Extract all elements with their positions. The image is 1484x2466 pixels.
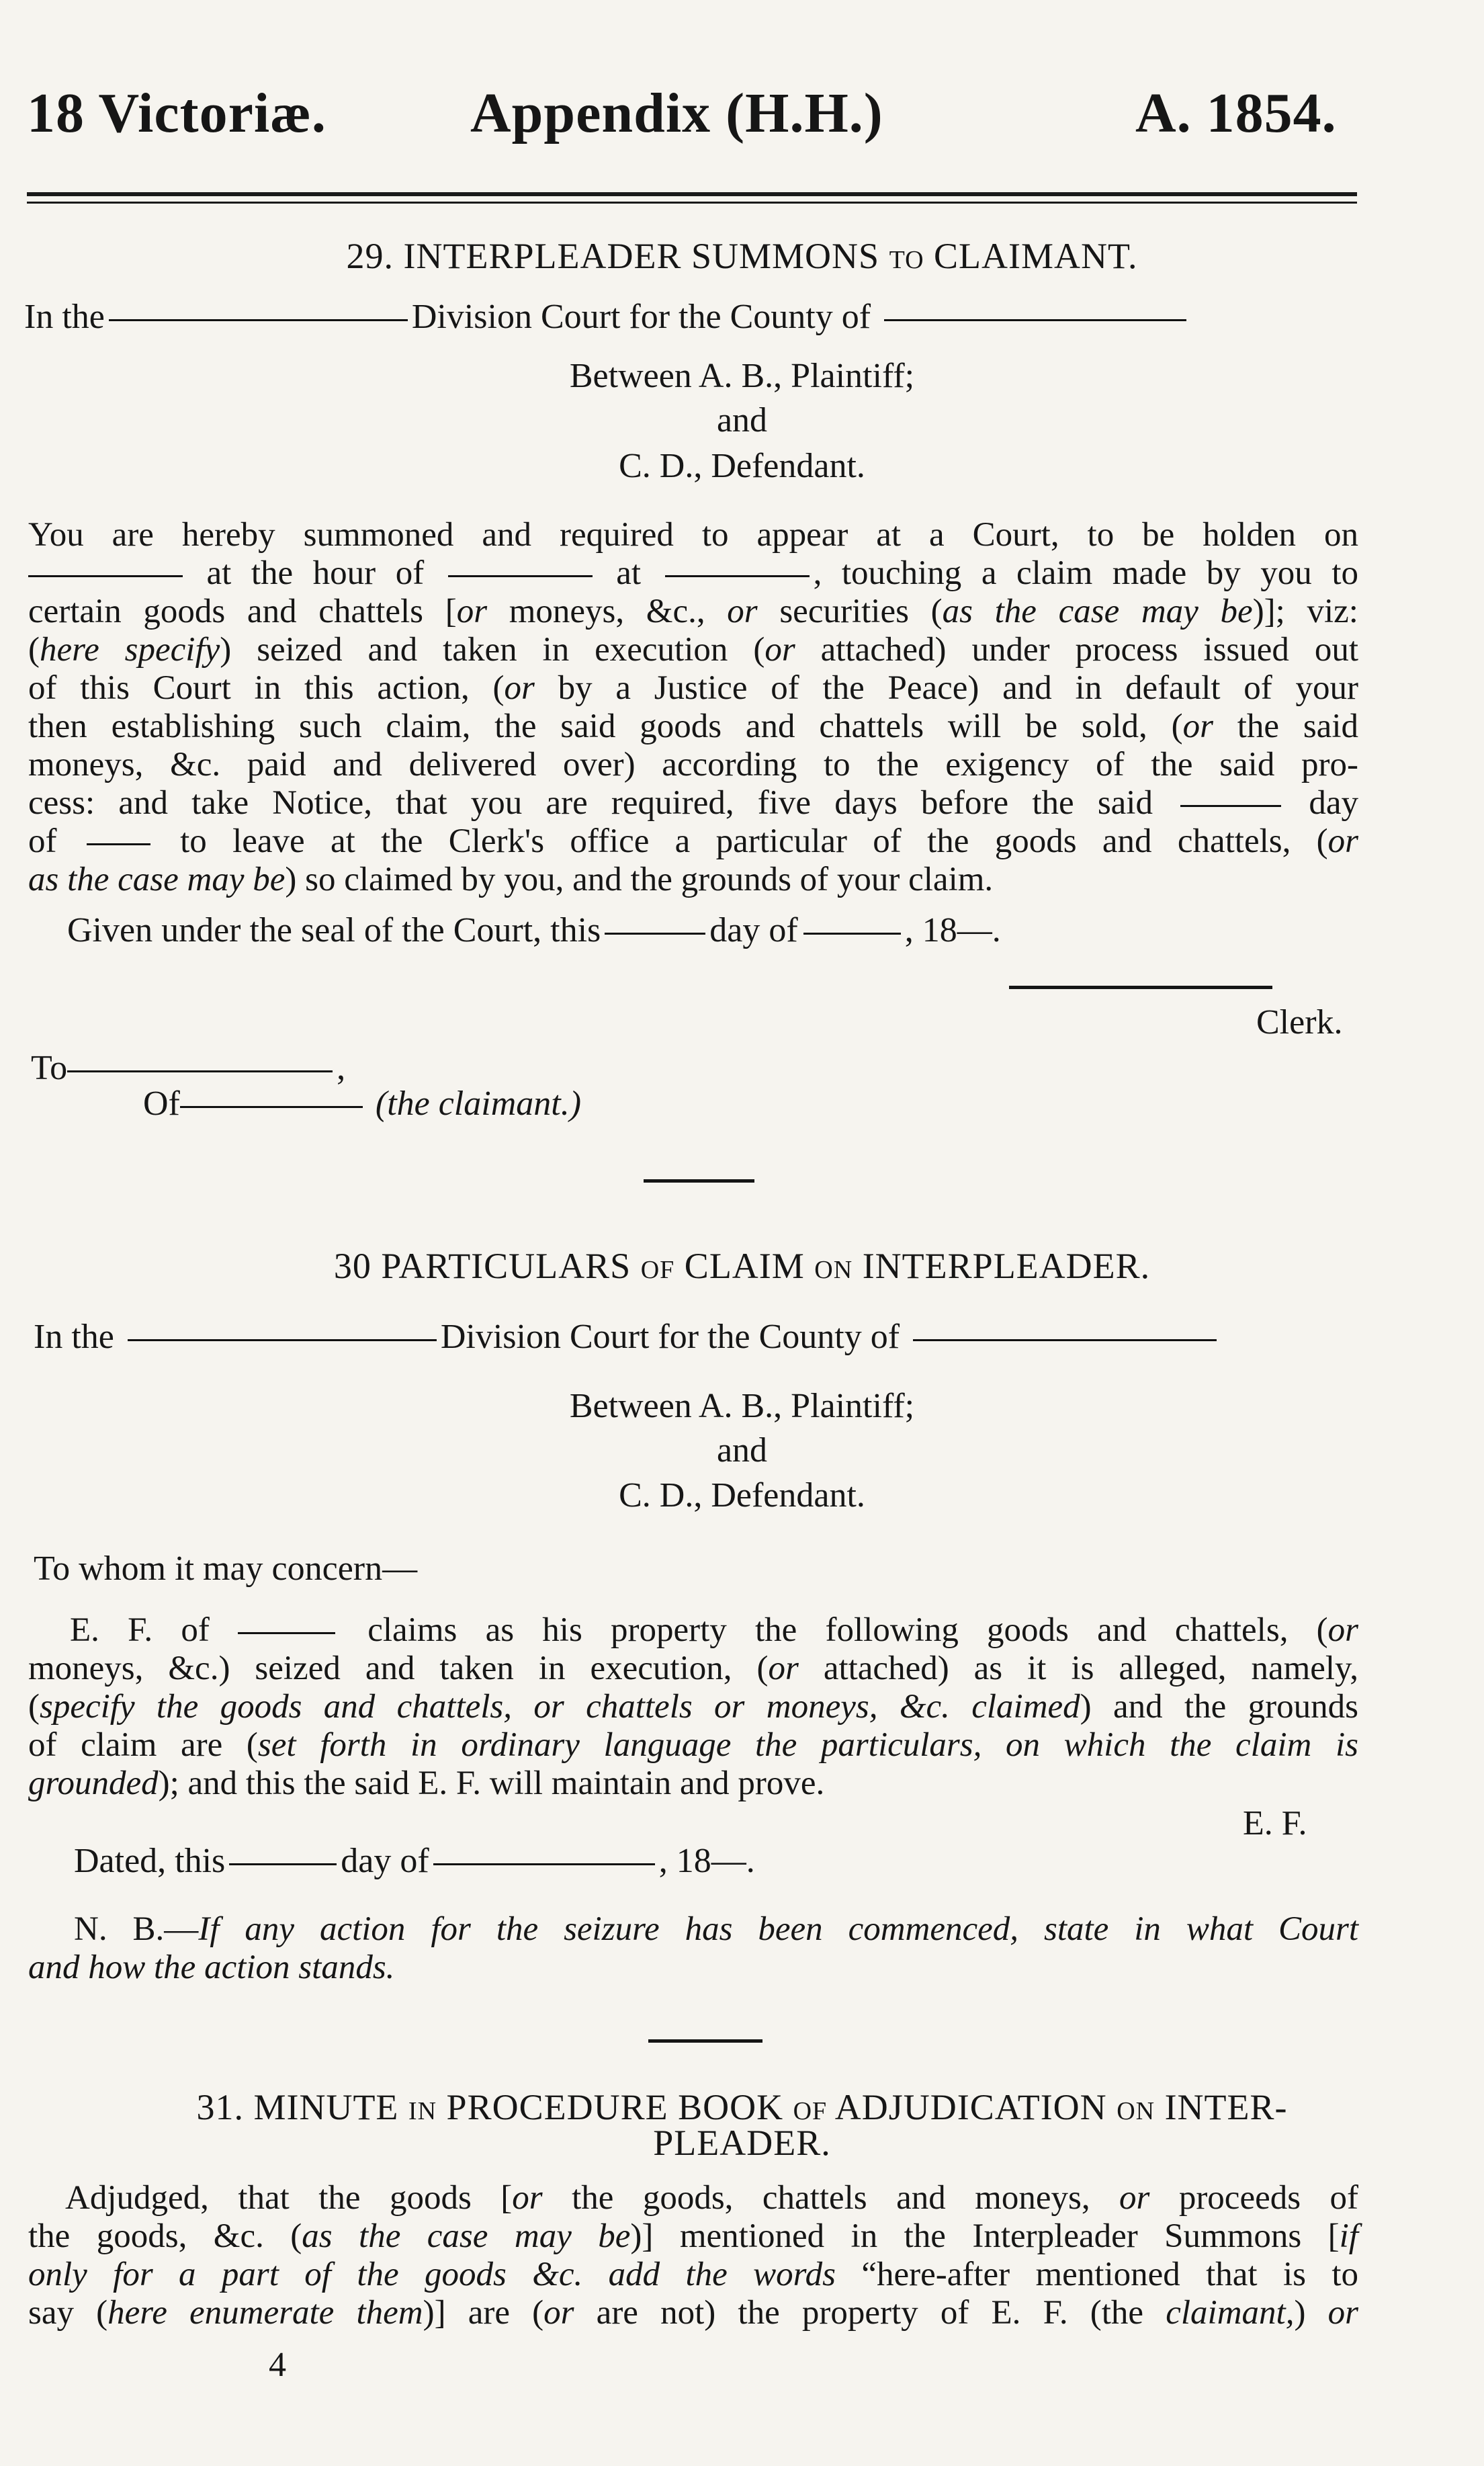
body-line: say (here enumerate them)] are (or are not) the property of E. F. (the claimant,) or bbox=[28, 2294, 1358, 2332]
ef-signature: E. F. bbox=[1243, 1804, 1307, 1842]
to-line: To , bbox=[31, 1049, 346, 1087]
section30-title: 30 PARTICULARS OF CLAIM ON INTERPLEADER. bbox=[333, 1246, 1151, 1286]
body-line: then establishing such claim, the said goods and chattels will be sold, (or the said bbox=[28, 708, 1358, 745]
body-line: of claim are (set forth in ordinary language the particulars, on which the claim is bbox=[28, 1726, 1358, 1764]
header-center: Appendix (H.H.) bbox=[470, 82, 883, 144]
county-blank bbox=[884, 319, 1186, 321]
in-the-label: In the bbox=[24, 298, 105, 336]
body-line: certain goods and chattels [or moneys, &c., or securities (as the case may be)]; viz: bbox=[28, 593, 1358, 630]
header-left: 18 Victoriæ. bbox=[27, 82, 326, 144]
body-line: only for a part of the goods &c. add the words “here-after mentioned that is to bbox=[28, 2256, 1359, 2293]
section29-title bbox=[0, 235, 1484, 277]
section-divider bbox=[648, 2039, 762, 2043]
day-blank bbox=[229, 1863, 337, 1865]
body-line: cess: and take Notice, that you are required, five days before the said day bbox=[28, 784, 1358, 822]
blank-field bbox=[238, 1632, 335, 1634]
nota-bene bbox=[28, 1910, 1358, 1987]
section30-defendant: C. D., Defendant. bbox=[619, 1476, 865, 1515]
of-blank bbox=[180, 1106, 363, 1108]
section29-number: 29. bbox=[346, 236, 394, 276]
section30-court-line: In the Division Court for the County of bbox=[34, 1317, 1221, 1357]
day-blank bbox=[605, 933, 705, 935]
blank-field bbox=[1180, 805, 1281, 807]
header-rule-thin bbox=[27, 202, 1357, 204]
section30-between: Between A. B., Plaintiff; bbox=[569, 1387, 915, 1425]
section29-defendant: C. D., Defendant. bbox=[619, 447, 865, 485]
section30-and: and bbox=[716, 1431, 768, 1470]
to-blank bbox=[67, 1070, 333, 1072]
court-name-blank bbox=[128, 1339, 437, 1341]
nb-line: and how the action stands. bbox=[28, 1949, 395, 1986]
section29-title-b: CLAIMANT. bbox=[934, 236, 1138, 276]
section31-body bbox=[28, 2179, 1358, 2332]
clerk-label: Clerk. bbox=[1256, 1003, 1343, 1041]
blank-field bbox=[665, 575, 810, 577]
header-rule-thick bbox=[27, 192, 1357, 196]
blank-field bbox=[448, 575, 593, 577]
section29-between: Between A. B., Plaintiff; bbox=[569, 357, 915, 395]
section-divider bbox=[644, 1179, 754, 1183]
court-name-blank bbox=[109, 319, 408, 321]
section29-and: and bbox=[716, 401, 768, 439]
section29-court-line bbox=[24, 297, 1190, 337]
body-line: of this Court in this action, (or by a Justice of the Peace) and in default of your bbox=[28, 669, 1358, 707]
section30-dated-line: Dated, this day of , 18—. bbox=[74, 1842, 755, 1880]
nb-line: N. B.—If any action for the seizure has been commenced, state in what Court bbox=[74, 1910, 1358, 1948]
body-line: Adjudged, that the goods [or the goods, chattels and moneys, or proceeds of bbox=[65, 2179, 1358, 2217]
body-line: moneys, &c. paid and delivered over) according to the exigency of the said pro- bbox=[28, 746, 1358, 783]
blank-field bbox=[87, 843, 150, 845]
clerk-signature-line bbox=[1009, 986, 1272, 989]
body-line: E. F. of claims as his property the following goods and chattels, (or bbox=[70, 1611, 1358, 1649]
body-line: as the case may be) so claimed by you, and the grounds of your claim. bbox=[28, 861, 994, 898]
body-line: (here specify) seized and taken in execution (or attached) under process issued out bbox=[28, 631, 1359, 669]
body-line: the goods, &c. (as the case may be)] mentioned in the Interpleader Summons [if bbox=[28, 2217, 1358, 2255]
page-number: 4 bbox=[269, 2346, 286, 2384]
body-line: at the hour of at , touching a claim made by you to bbox=[28, 554, 1358, 593]
county-blank bbox=[913, 1339, 1217, 1341]
court-mid-label: Division Court for the County of bbox=[411, 298, 871, 336]
blank-field bbox=[28, 575, 183, 577]
body-line: of to leave at the Clerk's office a particular of the goods and chattels, (or bbox=[28, 822, 1358, 860]
of-line: Of (the claimant.) bbox=[143, 1085, 582, 1123]
month-blank bbox=[803, 933, 901, 935]
section29-title-a: INTERPLEADER SUMMONS bbox=[403, 236, 880, 276]
to-whom-line: To whom it may concern— bbox=[34, 1549, 418, 1588]
section31-title-line2: PLEADER. bbox=[653, 2123, 831, 2163]
section30-body bbox=[28, 1611, 1358, 1803]
section29-body bbox=[28, 516, 1358, 899]
body-line: You are hereby summoned and required to appear at a Court, to be holden on bbox=[28, 516, 1358, 554]
section29-title-to: TO bbox=[889, 246, 924, 274]
body-line: grounded); and this the said E. F. will maintain and prove. bbox=[28, 1765, 825, 1802]
section31-title-line1: 31. MINUTE IN PROCEDURE BOOK OF ADJUDICATION ON INTER- bbox=[196, 2087, 1288, 2127]
section29-given-line: Given under the seal of the Court, this day of , 18—. bbox=[67, 911, 1001, 949]
month-blank bbox=[433, 1863, 655, 1865]
body-line: (specify the goods and chattels, or chattels or moneys, &c. claimed) and the grounds bbox=[28, 1688, 1358, 1726]
header-right: A. 1854. bbox=[1135, 82, 1337, 144]
body-line: moneys, &c.) seized and taken in execution, (or attached) as it is alleged, namely, bbox=[28, 1650, 1358, 1687]
